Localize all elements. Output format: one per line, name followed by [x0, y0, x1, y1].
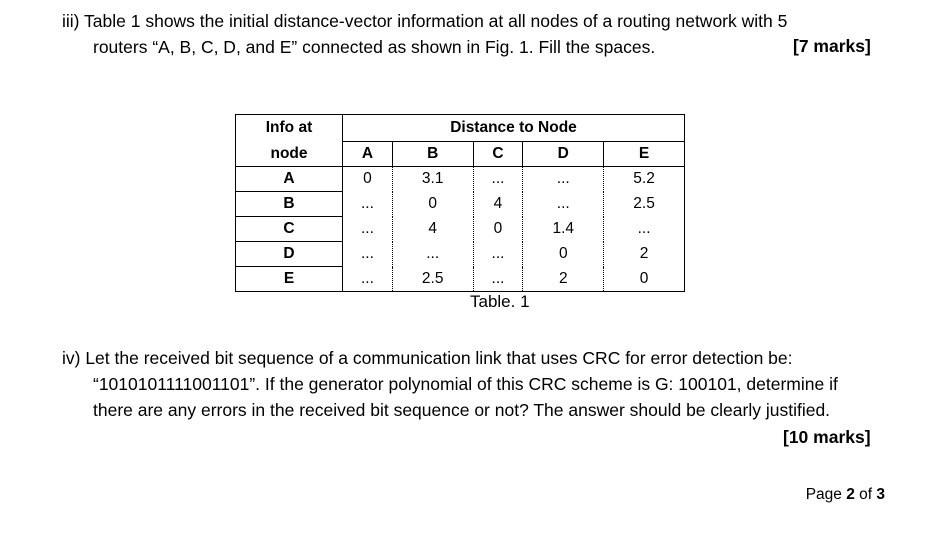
table-cell: 0 — [523, 242, 604, 267]
header-info-at: Info at — [236, 115, 343, 142]
header-node: node — [236, 142, 343, 167]
table-cell: ... — [343, 192, 393, 217]
table-cell: 2 — [523, 267, 604, 292]
table-row — [236, 192, 685, 217]
table-cell: 2 — [604, 242, 685, 267]
table-cell: 0 — [392, 192, 473, 217]
table-cell: 4 — [392, 217, 473, 242]
question-iv-line-2: “1010101111001101”. If the generator polynomial of this CRC scheme is G: 100101, determine if — [93, 374, 838, 394]
table-row — [236, 267, 685, 292]
table-row — [236, 217, 685, 242]
page-current: 2 — [846, 486, 855, 503]
table-cell: ... — [473, 167, 523, 192]
table-cell: ... — [473, 242, 523, 267]
page-prefix: Page — [805, 486, 847, 503]
table-cell: ... — [343, 267, 393, 292]
question-iii-marks: [7 marks] — [793, 36, 871, 56]
table-caption: Table. 1 — [470, 292, 530, 311]
column-header-d: D — [523, 142, 604, 167]
table-cell: 4 — [473, 192, 523, 217]
table-header-row-2 — [236, 142, 685, 167]
row-node-label: D — [236, 242, 343, 267]
column-header-c: C — [473, 142, 523, 167]
column-header-b: B — [392, 142, 473, 167]
row-node-label: E — [236, 267, 343, 292]
question-iv-marks: [10 marks] — [783, 427, 871, 447]
page-total: 3 — [876, 486, 885, 503]
row-node-label: A — [236, 167, 343, 192]
table-header-row-1 — [236, 115, 685, 142]
table-cell: ... — [392, 242, 473, 267]
distance-vector-table — [235, 114, 685, 292]
page-of: of — [854, 486, 877, 503]
header-distance-to-node: Distance to Node — [343, 115, 685, 142]
question-iv-line-3: there are any errors in the received bit sequence or not? The answer should be clearly justified. — [93, 400, 831, 420]
question-iii-line-1: iii) Table 1 shows the initial distance-vector information at all nodes of a routing network with 5 — [62, 11, 788, 31]
table-cell: ... — [604, 217, 685, 242]
row-node-label: C — [236, 217, 343, 242]
table-row — [236, 242, 685, 267]
table-cell: 5.2 — [604, 167, 685, 192]
question-iv-line-1: iv) Let the received bit sequence of a communication link that uses CRC for error detection be: — [62, 348, 793, 368]
table-cell: 2.5 — [604, 192, 685, 217]
table-cell: ... — [523, 192, 604, 217]
column-header-a: A — [343, 142, 393, 167]
table-row — [236, 167, 685, 192]
table-cell: 0 — [343, 167, 393, 192]
table-cell: 0 — [604, 267, 685, 292]
table-cell: 3.1 — [392, 167, 473, 192]
table-cell: 0 — [473, 217, 523, 242]
column-header-e: E — [604, 142, 685, 167]
row-node-label: B — [236, 192, 343, 217]
table-cell: 2.5 — [392, 267, 473, 292]
table-cell: ... — [473, 267, 523, 292]
table-cell: ... — [343, 242, 393, 267]
question-iii-line-2: routers “A, B, C, D, and E” connected as shown in Fig. 1. Fill the spaces. — [93, 37, 656, 57]
table-cell: ... — [343, 217, 393, 242]
table-cell: 1.4 — [523, 217, 604, 242]
table-cell: ... — [523, 167, 604, 192]
page-number — [806, 486, 885, 504]
